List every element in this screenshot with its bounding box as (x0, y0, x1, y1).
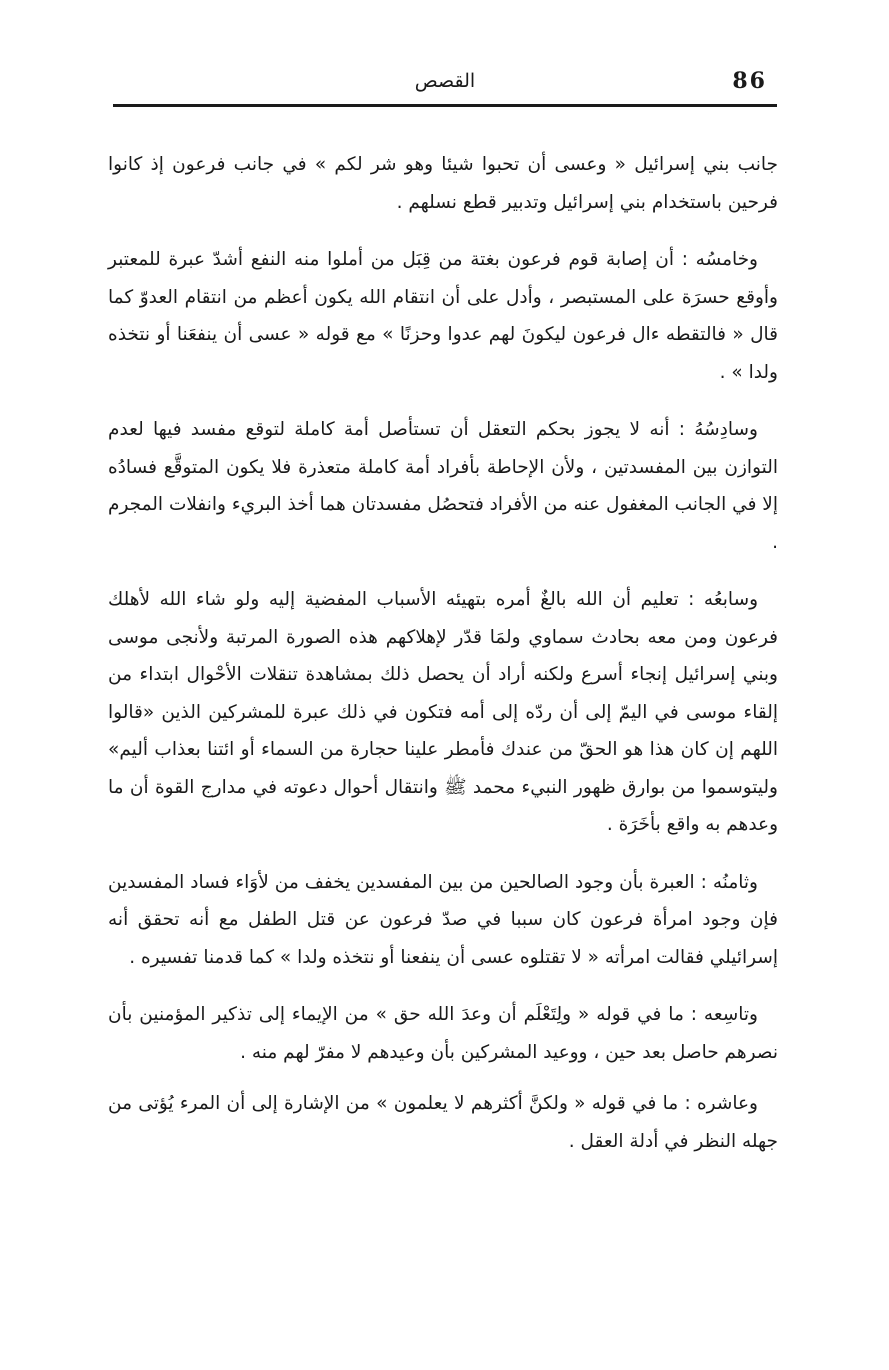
paragraph-tenth-point: وعاشره : ما في قوله « ولكنَّ أكثرهم لا يعلمون » من الإشارة إلى أن المرء يُؤتى من جهله النظر في أدلة العقل . (108, 1093, 778, 1152)
page-number: 86 (732, 68, 767, 94)
paragraph-ninth-point: وتاسِعه : ما في قوله « ولِتَعْلَم أن وعدَ الله حق » من الإيماء إلى تذكير المؤمنين بأن نصرهم حاصل بعد حين ، ووعيد المشركين بأن وعيدهم لا مفرّ لهم منه . (108, 1004, 778, 1063)
paragraph-continuation: جانب بني إسرائيل « وعسى أن تحبوا شيئا وهو شر لكم » في جانب فرعون إذ كانوا فرحين باستخدام بني إسرائيل وتدبير قطع نسلهم . (108, 154, 778, 213)
body-text (108, 146, 778, 1180)
paragraph-fifth-point: وخامسُه : أن إصابة قوم فرعون بغتة من قِبَل من أملوا منه النفع أشدّ عبرة للمعتبر وأوقع حسرَة على المستبصر ، وأدل على أن انتقام الله يكون أعظم من انتقام العدوّ كما قال « فالتقطه ءال فرعون ليكونَ لهم عدوا وحزنًا » مع قوله « عسى أن ينفعَنا أو نتخذه ولدا » . (108, 249, 778, 383)
paragraph-eighth-point: وثامنُه : العبرة بأن وجود الصالحين من بين المفسدين يخفف من لأوَاء فساد المفسدين فإن وجود امرأة فرعون كان سببا في صدّ فرعون عن قتل الطفل مع أنه تحقق أنه إسرائيلي فقالت امرأته « لا تقتلوه عسى أن ينفعنا أو نتخذه ولدا » كما قدمنا تفسيره . (108, 871, 778, 968)
header-rule (113, 104, 777, 107)
chapter-title: القصص (414, 70, 476, 92)
paragraph-sixth-point: وسادِسُهُ : أنه لا يجوز بحكم التعقل أن تستأصل أمة كاملة لتوقع مفسد فيها لعدم التوازن بين المفسدتين ، ولأن الإحاطة بأفراد أمة كاملة متعذرة فلا يكون المتوقَّع فسادُه إلا في الجانب المغفول عنه من الأفراد فتحصُل مفسدتان هما أخذ البريء وانفلات المجرم . (108, 419, 778, 553)
running-header (113, 68, 777, 98)
paragraph-seventh-point: وسابعُه : تعليم أن الله بالغٌ أمره بتهيئه الأسباب المفضية إليه ولو شاء الله لأهلك فرعون ومن معه بحادث سماوي ولمَا قدّر لإهلاكهم هذه الصورة المرتبة ولأنجى موسى وبني إسرائيل إنجاء أسرع ولكنه أراد أن يحصل ذلك بمشاهدة تنقلات الأحْوال ابتداء من إلقاء موسى في اليمّ إلى أن ردّه إلى أمه فتكون في ذلك عبرة للمشركين الذين «قالوا اللهم إن كان هذا هو الحقّ من عندك فأمطر علينا حجارة من السماء أو ائتنا بعذاب أليم» وليتوسموا من بوارق ظهور النبيء محمد ﷺ وانتقال أحوال دعوته في مدارج القوة أن ما وعدهم به واقع بأخَرَة . (108, 589, 778, 835)
